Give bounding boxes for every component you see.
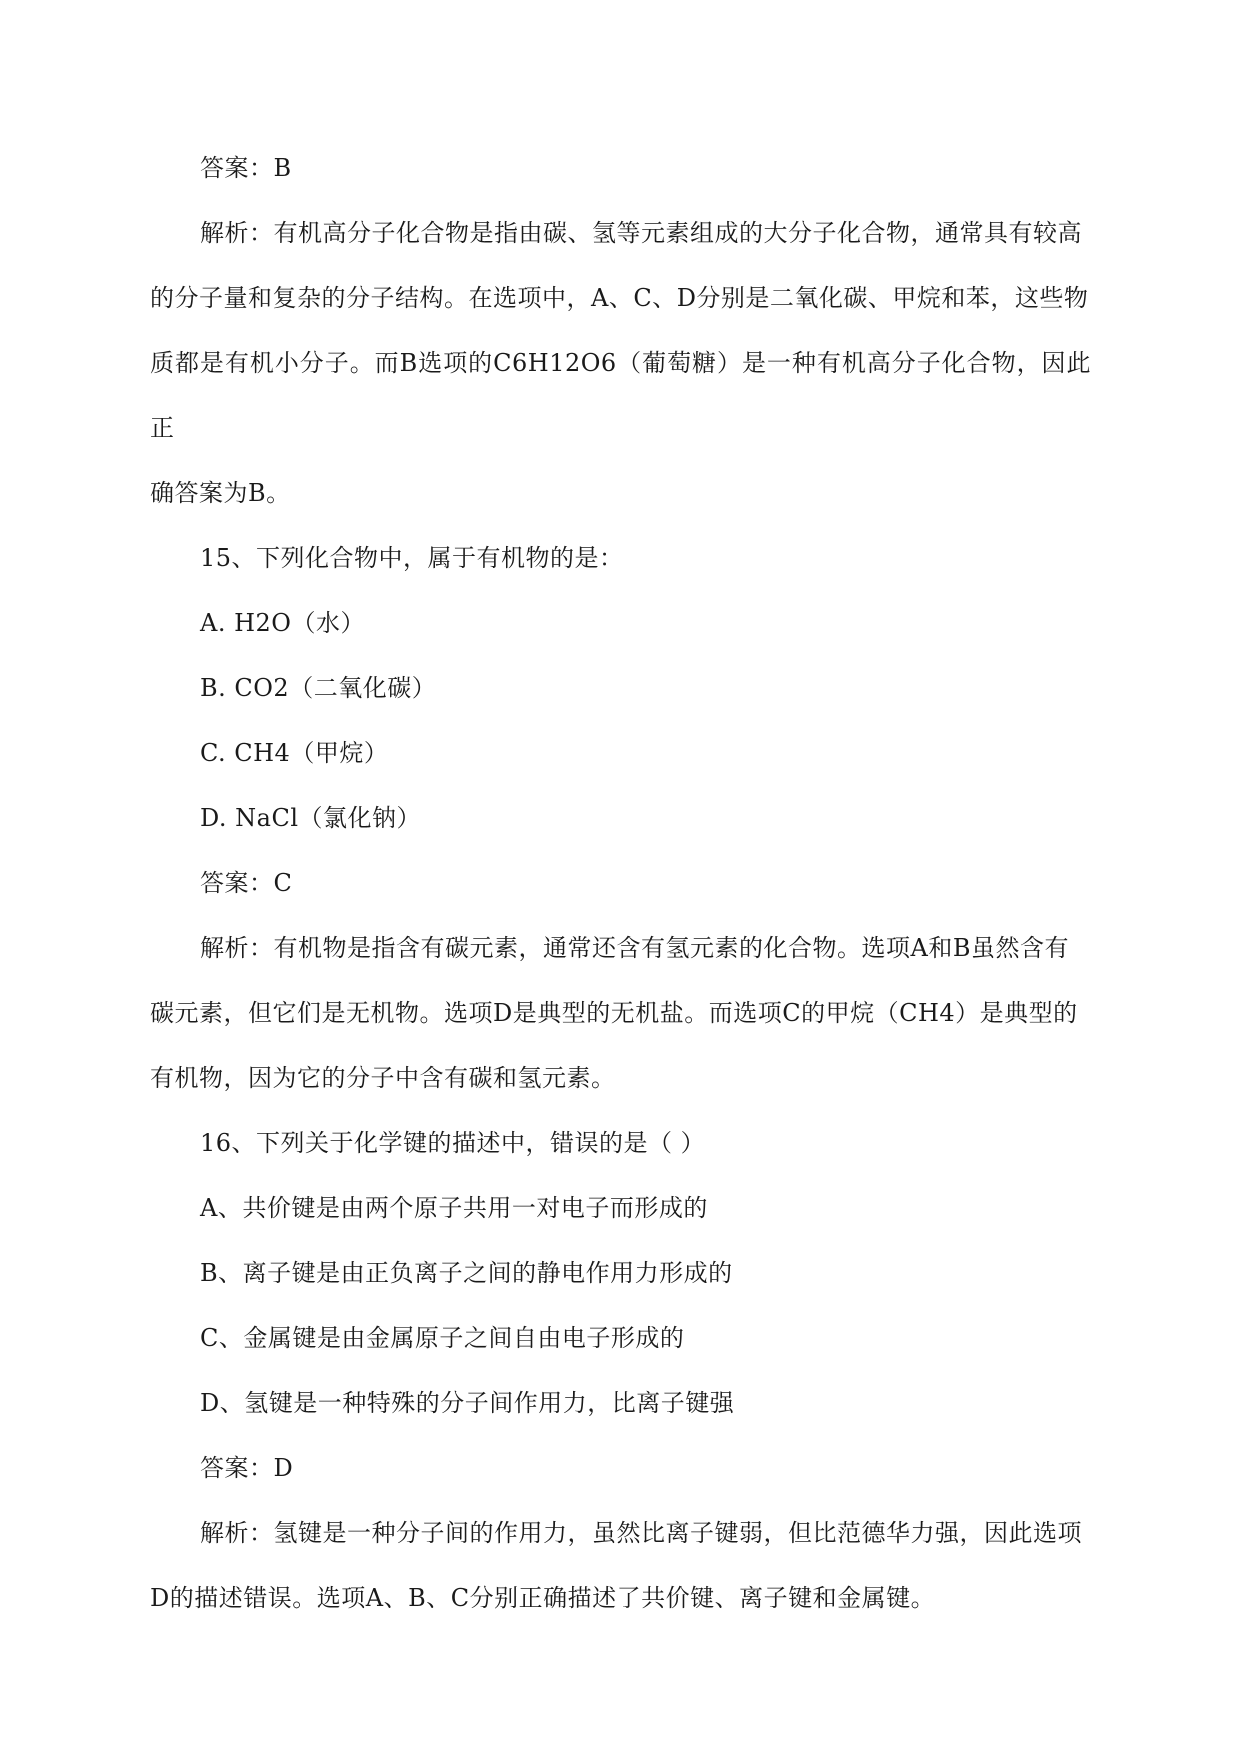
q15-option-d-text: D. NaCl（氯化钠） [200,804,421,832]
q16-option-c [150,1306,1091,1371]
q16-option-a [150,1176,1091,1241]
analysis-14-line-4: 确答案为B。 [150,479,291,507]
analysis-15 [150,916,1091,981]
q15-option-a [150,591,1091,656]
answer-16-line: 答案：D [200,1454,294,1482]
analysis-16-line-2: D的描述错误。选项A、B、C分别正确描述了共价键、离子键和金属键。 [150,1584,936,1612]
analysis-15-line-3: 有机物，因为它的分子中含有碳和氢元素。 [150,1064,616,1092]
q15-option-a-text: A. H2O（水） [200,609,365,637]
analysis-14-line-2: 的分子量和复杂的分子结构。在选项中，A、C、D分别是二氧化碳、甲烷和苯，这些物 [150,284,1089,312]
answer-14-line: 答案：B [200,154,292,182]
q15-option-c-text: C. CH4（甲烷） [200,739,389,767]
analysis-14-line-1: 解析：有机高分子化合物是指由碳、氢等元素组成的大分子化合物，通常具有较高 [200,219,1082,247]
document-page [150,136,1091,1631]
q15-option-d [150,786,1091,851]
analysis-15-line-1: 解析：有机物是指含有碳元素，通常还含有氢元素的化合物。选项A和B虽然含有 [200,934,1069,962]
q15-option-b-text: B. CO2（二氧化碳） [200,674,437,702]
analysis-16-line-1: 解析：氢键是一种分子间的作用力，虽然比离子键弱，但比范德华力强，因此选项 [200,1519,1082,1547]
q16-option-b-text: B、离子键是由正负离子之间的静电作用力形成的 [200,1259,733,1287]
answer-15 [150,851,1091,916]
q16-option-c-text: C、金属键是由金属原子之间自由电子形成的 [200,1324,685,1352]
question-16-text: 16、下列关于化学键的描述中，错误的是（ ） [200,1129,706,1157]
question-16 [150,1111,1091,1176]
analysis-14 [150,201,1091,266]
q16-option-a-text: A、共价键是由两个原子共用一对电子而形成的 [200,1194,708,1222]
question-15-text: 15、下列化合物中，属于有机物的是： [200,544,624,572]
q16-option-d-text: D、氢键是一种特殊的分子间作用力，比离子键强 [200,1389,735,1417]
question-15 [150,526,1091,591]
analysis-15-cont [150,981,1091,1111]
q16-option-b [150,1241,1091,1306]
q15-option-c [150,721,1091,786]
analysis-15-line-2: 碳元素，但它们是无机物。选项D是典型的无机盐。而选项C的甲烷（CH4）是典型的 [150,999,1078,1027]
q16-option-d [150,1371,1091,1436]
analysis-16-cont [150,1566,1091,1631]
answer-16 [150,1436,1091,1501]
analysis-14-line-3: 质都是有机小分子。而B选项的C6H12O6（葡萄糖）是一种有机高分子化合物，因此正 [150,349,1091,442]
answer-15-line: 答案：C [200,869,293,897]
analysis-14-cont [150,266,1091,526]
q15-option-b [150,656,1091,721]
analysis-16 [150,1501,1091,1566]
answer-14 [150,136,1091,201]
